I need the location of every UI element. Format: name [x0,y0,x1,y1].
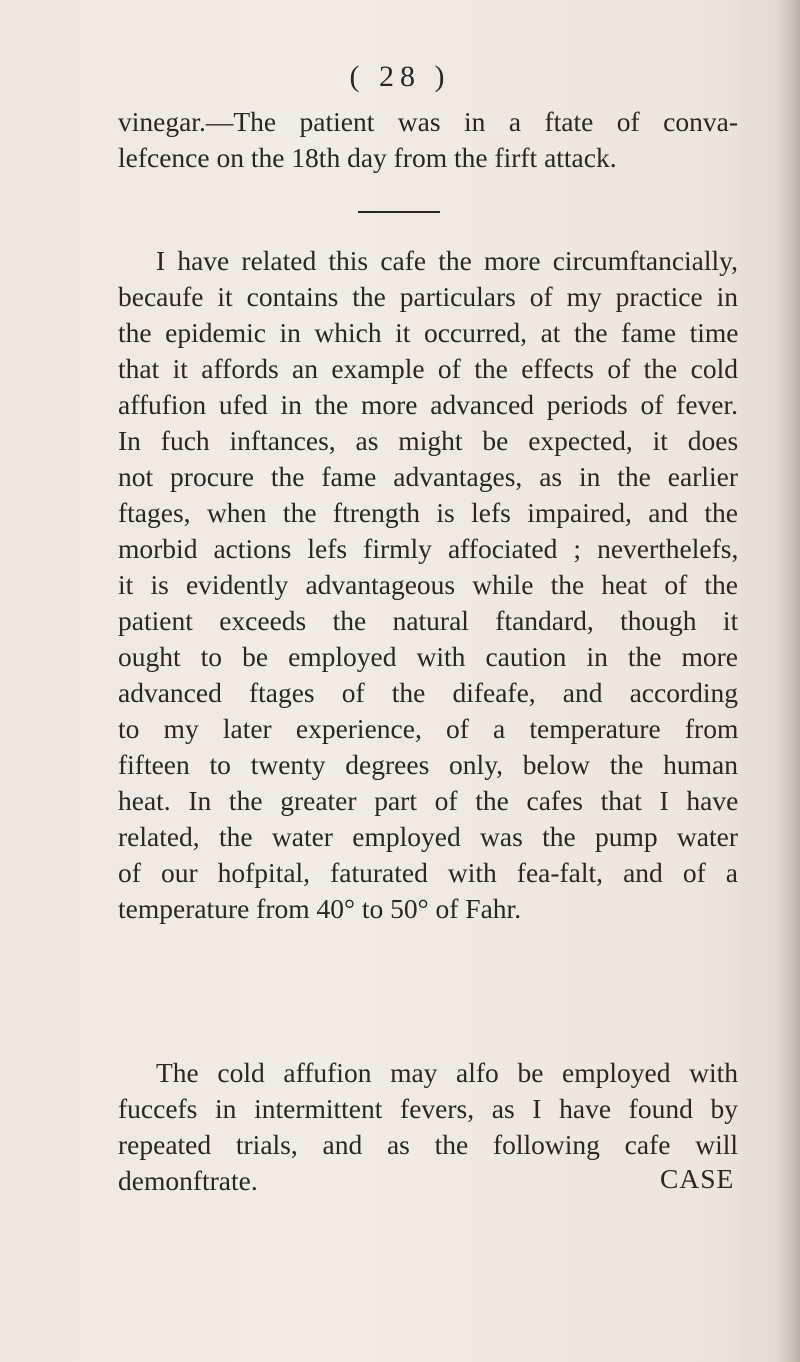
text-line: the epidemic in which it occurred, at the fame time [118,317,739,348]
text-line: of our hofpital, faturated with fea-falt, and of a [118,857,738,888]
text-line: affufion ufed in the more advanced periods of fever. [118,389,738,420]
text-line: becaufe it contains the particulars of my practice in [118,281,738,312]
text-line: temperature from 40° to 50° of Fahr. [118,893,522,924]
catchword: CASE [660,1163,735,1194]
text-line: patient exceeds the natural ftandard, though it [118,605,739,636]
paragraph-1 [118,104,738,176]
text-line: related, the water employed was the pump water [118,821,738,852]
page-edge-shadow [778,0,800,1362]
paragraph-3 [118,1055,738,1199]
text-line: heat. In the greater part of the cafes that I have [118,785,739,816]
text-line: to my later experience, of a temperature from [118,713,739,744]
text-line: repeated trials, and as the following cafe will [118,1129,738,1160]
text-line: demonftrate. [118,1165,258,1196]
section-divider [358,211,440,213]
text-line: it is evidently advantageous while the heat of the [118,569,738,600]
page-number: ( 28 ) [349,60,451,93]
text-line: lefcence on the 18th day from the firft attack. [118,142,617,173]
text-line: morbid actions lefs firmly affociated ; neverthelefs, [118,533,739,564]
text-line: fifteen to twenty degrees only, below the human [118,749,738,780]
text-line: The cold affufion may alfo be employed with [156,1057,738,1088]
text-line: advanced ftages of the difeafe, and according [118,677,738,708]
text-line: ought to be employed with caution in the more [118,641,738,672]
text-line: vinegar.—The patient was in a ftate of conva- [118,106,738,137]
text-line: I have related this cafe the more circumftancially, [156,245,738,276]
text-line: not procure the fame advantages, as in the earlier [118,461,738,492]
text-line: ftages, when the ftrength is lefs impaired, and the [118,497,738,528]
text-line: fuccefs in intermittent fevers, as I have found by [118,1093,738,1124]
text-line: that it affords an example of the effects of the cold [118,353,738,384]
paragraph-2 [118,243,738,927]
text-line: In fuch inftances, as might be expected, it does [118,425,739,456]
